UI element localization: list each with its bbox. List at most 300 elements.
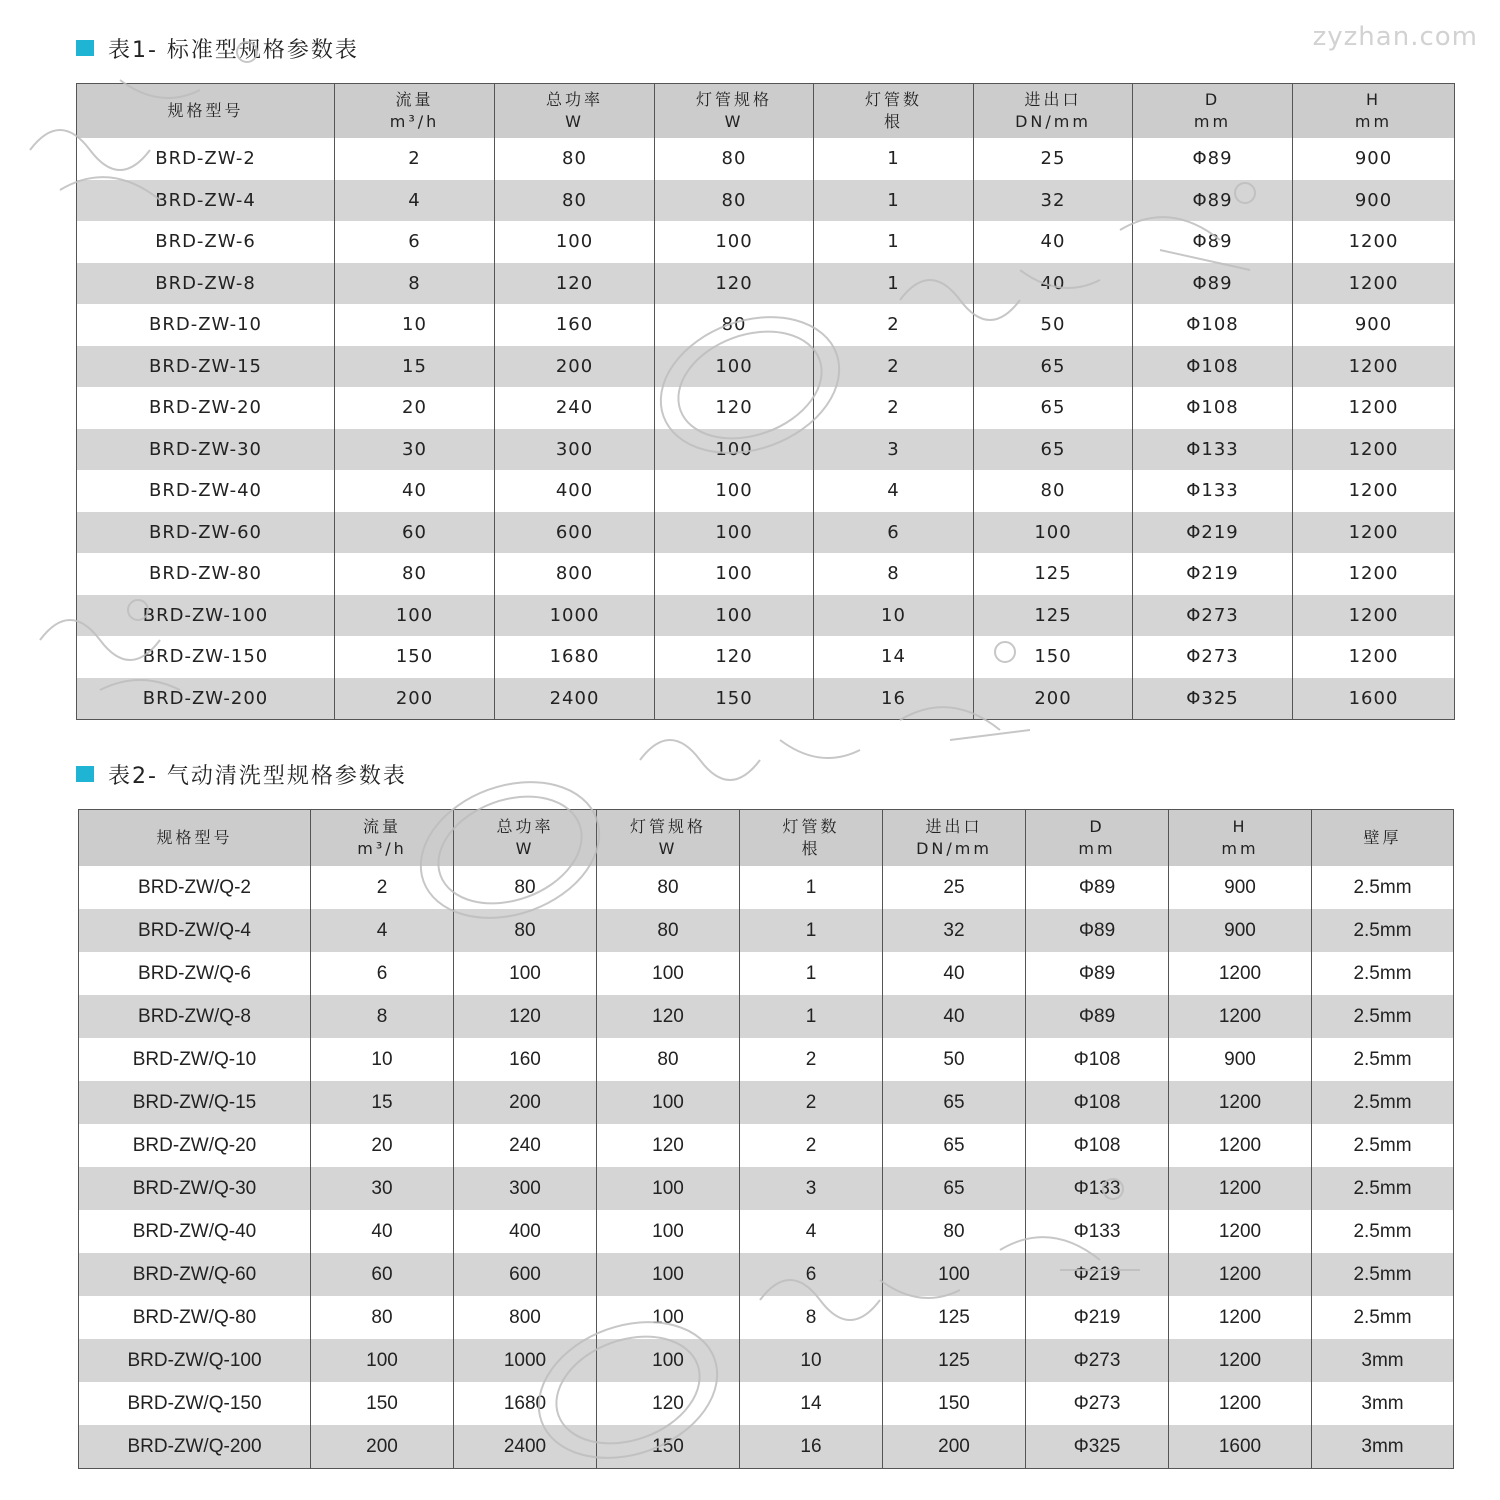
table-cell: 2: [814, 304, 974, 346]
table-cell: 100: [974, 512, 1133, 554]
table-row: [79, 1081, 1454, 1124]
table-cell: 125: [883, 1296, 1026, 1339]
table-cell: 125: [883, 1339, 1026, 1382]
table-cell: 100: [655, 429, 814, 471]
table-cell: 32: [883, 909, 1026, 952]
table-cell: 100: [311, 1339, 454, 1382]
table-cell: 600: [454, 1253, 597, 1296]
model-cell: BRD-ZW-10: [77, 304, 335, 346]
model-cell: BRD-ZW-60: [77, 512, 335, 554]
model-cell: BRD-ZW/Q-6: [79, 952, 311, 995]
table-cell: Φ133: [1026, 1210, 1169, 1253]
table-header-row: [79, 810, 1454, 867]
table-cell: 125: [974, 595, 1133, 637]
table-cell: Φ108: [1133, 304, 1293, 346]
table-cell: 2.5mm: [1312, 909, 1454, 952]
column-header-unit: m³/h: [389, 112, 440, 131]
table-cell: 100: [655, 346, 814, 388]
table-cell: 4: [335, 180, 495, 222]
table-cell: 1200: [1169, 1296, 1312, 1339]
table-cell: 2.5mm: [1312, 1124, 1454, 1167]
table-cell: 40: [974, 221, 1133, 263]
column-header-unit: W: [515, 839, 535, 858]
table-cell: 80: [883, 1210, 1026, 1253]
table-cell: 300: [454, 1167, 597, 1210]
table-row: [79, 952, 1454, 995]
table-cell: 6: [814, 512, 974, 554]
table-cell: 2: [335, 138, 495, 180]
column-header: [1026, 810, 1169, 867]
table-row: [79, 909, 1454, 952]
table-cell: 4: [740, 1210, 883, 1253]
table-cell: Φ89: [1026, 952, 1169, 995]
model-cell: BRD-ZW-200: [77, 678, 335, 720]
table-cell: 2.5mm: [1312, 952, 1454, 995]
table-cell: 10: [335, 304, 495, 346]
table-row: [77, 180, 1455, 222]
column-header: [335, 84, 495, 139]
column-header-label: 灯管规格: [695, 90, 772, 109]
column-header-label: 流量: [362, 817, 401, 836]
table-cell: 16: [814, 678, 974, 720]
table-cell: 900: [1169, 866, 1312, 909]
table-cell: Φ273: [1133, 636, 1293, 678]
table-cell: 2.5mm: [1312, 1253, 1454, 1296]
column-header: [883, 810, 1026, 867]
column-header-unit: mm: [1193, 112, 1232, 131]
table-cell: 80: [495, 180, 655, 222]
table-cell: 900: [1293, 180, 1455, 222]
table-cell: 65: [883, 1081, 1026, 1124]
table-cell: 150: [311, 1382, 454, 1425]
column-header-label: 灯管数: [864, 90, 922, 109]
table-cell: 8: [335, 263, 495, 305]
table-cell: 100: [597, 1253, 740, 1296]
table-cell: 2: [311, 866, 454, 909]
table-cell: 2.5mm: [1312, 1038, 1454, 1081]
column-header: [597, 810, 740, 867]
table-cell: 65: [883, 1167, 1026, 1210]
table-cell: 3: [740, 1167, 883, 1210]
model-cell: BRD-ZW/Q-10: [79, 1038, 311, 1081]
table-cell: 120: [597, 1124, 740, 1167]
table-cell: 300: [495, 429, 655, 471]
model-cell: BRD-ZW/Q-200: [79, 1425, 311, 1469]
table-cell: Φ325: [1026, 1425, 1169, 1469]
column-header-unit: 根: [801, 839, 821, 858]
table-cell: 120: [655, 636, 814, 678]
model-cell: BRD-ZW/Q-100: [79, 1339, 311, 1382]
table-cell: 1200: [1293, 595, 1455, 637]
column-header-label: 总功率: [496, 817, 554, 836]
title-marker-icon: [76, 766, 94, 782]
table-row: [79, 1167, 1454, 1210]
model-cell: BRD-ZW/Q-40: [79, 1210, 311, 1253]
table-cell: 100: [597, 1296, 740, 1339]
table-cell: Φ325: [1133, 678, 1293, 720]
table-cell: 1200: [1293, 553, 1455, 595]
model-cell: BRD-ZW/Q-60: [79, 1253, 311, 1296]
table-row: [77, 470, 1455, 512]
table-cell: 1: [814, 221, 974, 263]
table-cell: 80: [597, 1038, 740, 1081]
column-header-label: H: [1232, 817, 1248, 836]
column-header-unit: mm: [1221, 839, 1259, 858]
table-cell: 1680: [454, 1382, 597, 1425]
table-cell: 100: [597, 1339, 740, 1382]
table-cell: Φ133: [1133, 470, 1293, 512]
column-header-label: 进出口: [925, 817, 983, 836]
table-row: [77, 387, 1455, 429]
column-header-label: H: [1365, 90, 1382, 109]
table-cell: 900: [1169, 1038, 1312, 1081]
table-row: [77, 595, 1455, 637]
table-cell: 1200: [1169, 1253, 1312, 1296]
site-watermark: zyzhan.com: [1312, 22, 1478, 52]
table-cell: 1200: [1169, 952, 1312, 995]
model-cell: BRD-ZW-40: [77, 470, 335, 512]
column-header: [77, 84, 335, 139]
model-cell: BRD-ZW-4: [77, 180, 335, 222]
table-cell: 50: [883, 1038, 1026, 1081]
table-cell: 2: [740, 1124, 883, 1167]
model-cell: BRD-ZW/Q-2: [79, 866, 311, 909]
table-row: [77, 553, 1455, 595]
table-cell: 32: [974, 180, 1133, 222]
table-row: [77, 221, 1455, 263]
table-cell: 160: [454, 1038, 597, 1081]
column-header-unit: DN/mm: [1015, 112, 1091, 131]
table-cell: 6: [335, 221, 495, 263]
table-cell: 2.5mm: [1312, 1081, 1454, 1124]
table-cell: 800: [454, 1296, 597, 1339]
table-cell: 100: [495, 221, 655, 263]
table-cell: 100: [655, 595, 814, 637]
table-cell: 80: [655, 180, 814, 222]
table-cell: Φ273: [1026, 1339, 1169, 1382]
table-cell: Φ89: [1026, 995, 1169, 1038]
table-cell: 80: [454, 909, 597, 952]
table-cell: 1600: [1293, 678, 1455, 720]
table-cell: 120: [655, 263, 814, 305]
table-cell: 2.5mm: [1312, 1167, 1454, 1210]
table-cell: 80: [311, 1296, 454, 1339]
table1-title-text: 表1- 标准型规格参数表: [108, 37, 359, 63]
table-cell: 80: [974, 470, 1133, 512]
table-row: [77, 636, 1455, 678]
table-cell: 1: [740, 909, 883, 952]
table-cell: 4: [814, 470, 974, 512]
table-cell: 15: [335, 346, 495, 388]
model-cell: BRD-ZW-6: [77, 221, 335, 263]
model-cell: BRD-ZW/Q-8: [79, 995, 311, 1038]
table-cell: 3mm: [1312, 1339, 1454, 1382]
table-cell: 1200: [1293, 429, 1455, 471]
column-header: [79, 810, 311, 867]
column-header: [495, 84, 655, 139]
table-cell: 8: [311, 995, 454, 1038]
table-cell: 60: [311, 1253, 454, 1296]
table-cell: 240: [495, 387, 655, 429]
model-cell: BRD-ZW/Q-20: [79, 1124, 311, 1167]
spec-table-pneumatic: [78, 809, 1454, 1469]
table-row: [77, 346, 1455, 388]
table-cell: 900: [1293, 138, 1455, 180]
table1-title: [76, 33, 359, 63]
column-header: [655, 84, 814, 139]
table-cell: 25: [974, 138, 1133, 180]
table2-title-text: 表2- 气动清洗型规格参数表: [108, 763, 407, 789]
table-cell: 200: [335, 678, 495, 720]
table-cell: 65: [883, 1124, 1026, 1167]
table-cell: 3mm: [1312, 1382, 1454, 1425]
table-cell: 200: [454, 1081, 597, 1124]
table-cell: 100: [655, 553, 814, 595]
table-cell: Φ133: [1133, 429, 1293, 471]
column-header-label: 灯管数: [782, 817, 840, 836]
column-header-unit: mm: [1078, 839, 1116, 858]
table-cell: 120: [655, 387, 814, 429]
table-cell: 20: [335, 387, 495, 429]
table-cell: 100: [883, 1253, 1026, 1296]
table-cell: 30: [335, 429, 495, 471]
table-row: [79, 1124, 1454, 1167]
column-header: [814, 84, 974, 139]
table-cell: 1000: [495, 595, 655, 637]
table-cell: Φ219: [1133, 553, 1293, 595]
table-row: [79, 866, 1454, 909]
column-header: [1169, 810, 1312, 867]
table-cell: 1200: [1169, 995, 1312, 1038]
table-cell: 80: [495, 138, 655, 180]
table-cell: 1200: [1293, 221, 1455, 263]
table-row: [79, 1382, 1454, 1425]
table-row: [79, 1038, 1454, 1081]
table-cell: 3: [814, 429, 974, 471]
column-header-label: 规格型号: [156, 828, 233, 847]
table-cell: 900: [1169, 909, 1312, 952]
table-cell: Φ89: [1133, 180, 1293, 222]
table-cell: 1: [814, 263, 974, 305]
table-cell: 100: [597, 952, 740, 995]
table2-title: [76, 759, 407, 789]
column-header-unit: W: [658, 839, 678, 858]
table-cell: 80: [597, 909, 740, 952]
table-cell: 2: [814, 387, 974, 429]
table-cell: 400: [454, 1210, 597, 1253]
table-cell: 14: [814, 636, 974, 678]
table-cell: 50: [974, 304, 1133, 346]
column-header-unit: W: [724, 112, 744, 131]
table-cell: 80: [454, 866, 597, 909]
table-cell: 2.5mm: [1312, 995, 1454, 1038]
table-cell: 2: [814, 346, 974, 388]
table-cell: Φ219: [1133, 512, 1293, 554]
table-cell: 1200: [1293, 636, 1455, 678]
table-row: [79, 1339, 1454, 1382]
table-row: [77, 512, 1455, 554]
table-cell: 8: [740, 1296, 883, 1339]
table-row: [77, 263, 1455, 305]
table-cell: 2: [740, 1038, 883, 1081]
table-cell: Φ89: [1026, 909, 1169, 952]
table-row: [79, 1253, 1454, 1296]
table-cell: 10: [311, 1038, 454, 1081]
column-header: [1312, 810, 1454, 867]
column-header: [311, 810, 454, 867]
table-cell: Φ89: [1133, 138, 1293, 180]
column-header-label: D: [1089, 817, 1105, 836]
table-cell: 1: [814, 138, 974, 180]
table-cell: 4: [311, 909, 454, 952]
table-cell: 80: [335, 553, 495, 595]
table-cell: 100: [454, 952, 597, 995]
model-cell: BRD-ZW/Q-30: [79, 1167, 311, 1210]
table-cell: 30: [311, 1167, 454, 1210]
table-cell: 65: [974, 387, 1133, 429]
table-cell: 200: [883, 1425, 1026, 1469]
table-cell: Φ108: [1133, 346, 1293, 388]
table-cell: 1200: [1293, 263, 1455, 305]
column-header-unit: mm: [1354, 112, 1393, 131]
table-cell: 1680: [495, 636, 655, 678]
model-cell: BRD-ZW-30: [77, 429, 335, 471]
table-cell: 800: [495, 553, 655, 595]
table-cell: Φ89: [1133, 263, 1293, 305]
table-cell: 80: [655, 138, 814, 180]
table-cell: 2400: [495, 678, 655, 720]
model-cell: BRD-ZW-100: [77, 595, 335, 637]
table-cell: 14: [740, 1382, 883, 1425]
table-cell: 100: [655, 470, 814, 512]
table-cell: 40: [311, 1210, 454, 1253]
table-row: [79, 1210, 1454, 1253]
table-cell: 120: [597, 995, 740, 1038]
column-header-unit: W: [565, 112, 584, 131]
table-cell: 1000: [454, 1339, 597, 1382]
spec-table-standard: [76, 83, 1455, 720]
table-cell: 120: [597, 1382, 740, 1425]
table-cell: 40: [883, 952, 1026, 995]
table-cell: Φ89: [1026, 866, 1169, 909]
table-cell: 100: [597, 1210, 740, 1253]
table-cell: 150: [883, 1382, 1026, 1425]
table-cell: 40: [335, 470, 495, 512]
table-cell: 1200: [1293, 346, 1455, 388]
table-cell: 6: [311, 952, 454, 995]
table-cell: 2.5mm: [1312, 866, 1454, 909]
table-cell: 16: [740, 1425, 883, 1469]
model-cell: BRD-ZW/Q-150: [79, 1382, 311, 1425]
table-cell: 65: [974, 429, 1133, 471]
table-cell: 1200: [1293, 387, 1455, 429]
column-header-label: 总功率: [545, 90, 603, 109]
table-cell: 1200: [1293, 512, 1455, 554]
table-cell: 160: [495, 304, 655, 346]
table-cell: 6: [740, 1253, 883, 1296]
model-cell: BRD-ZW/Q-80: [79, 1296, 311, 1339]
table-cell: 100: [655, 512, 814, 554]
table-cell: Φ219: [1026, 1253, 1169, 1296]
table-cell: 20: [311, 1124, 454, 1167]
table-cell: 120: [454, 995, 597, 1038]
table-cell: 65: [974, 346, 1133, 388]
column-header: [454, 810, 597, 867]
table-cell: Φ108: [1026, 1124, 1169, 1167]
table-row: [77, 138, 1455, 180]
model-cell: BRD-ZW/Q-15: [79, 1081, 311, 1124]
model-cell: BRD-ZW-8: [77, 263, 335, 305]
table-cell: Φ133: [1026, 1167, 1169, 1210]
table-cell: 10: [814, 595, 974, 637]
column-header: [974, 84, 1133, 139]
table-row: [79, 1425, 1454, 1469]
table-cell: 3mm: [1312, 1425, 1454, 1469]
table-cell: 25: [883, 866, 1026, 909]
table-cell: 400: [495, 470, 655, 512]
table-cell: 100: [597, 1081, 740, 1124]
table-cell: 150: [974, 636, 1133, 678]
table-row: [77, 304, 1455, 346]
table-cell: 2: [740, 1081, 883, 1124]
table-row: [79, 995, 1454, 1038]
table-cell: 150: [335, 636, 495, 678]
model-cell: BRD-ZW-80: [77, 553, 335, 595]
column-header: [740, 810, 883, 867]
table-cell: 1: [740, 995, 883, 1038]
table-cell: 60: [335, 512, 495, 554]
table-cell: 1200: [1169, 1167, 1312, 1210]
table-cell: 150: [597, 1425, 740, 1469]
table-cell: Φ108: [1133, 387, 1293, 429]
table-cell: 900: [1293, 304, 1455, 346]
column-header-unit: DN/mm: [916, 839, 992, 858]
column-header-unit: m³/h: [357, 839, 407, 858]
table-cell: 200: [311, 1425, 454, 1469]
model-cell: BRD-ZW/Q-4: [79, 909, 311, 952]
title-marker-icon: [76, 40, 94, 56]
model-cell: BRD-ZW-20: [77, 387, 335, 429]
table-cell: 120: [495, 263, 655, 305]
table-cell: Φ89: [1133, 221, 1293, 263]
table-row: [77, 429, 1455, 471]
table-cell: 150: [655, 678, 814, 720]
table-cell: 600: [495, 512, 655, 554]
table-cell: 1200: [1169, 1124, 1312, 1167]
model-cell: BRD-ZW-2: [77, 138, 335, 180]
table-cell: 1600: [1169, 1425, 1312, 1469]
column-header-unit: 根: [883, 112, 903, 131]
column-header-label: D: [1204, 90, 1221, 109]
table-cell: 100: [597, 1167, 740, 1210]
column-header: [1133, 84, 1293, 139]
table-row: [79, 1296, 1454, 1339]
table-cell: 240: [454, 1124, 597, 1167]
table-cell: 2400: [454, 1425, 597, 1469]
table-cell: 1200: [1169, 1081, 1312, 1124]
table-cell: 8: [814, 553, 974, 595]
table-cell: 1200: [1169, 1382, 1312, 1425]
table-cell: 200: [495, 346, 655, 388]
table-cell: Φ108: [1026, 1081, 1169, 1124]
table-cell: Φ273: [1026, 1382, 1169, 1425]
table-cell: 1: [740, 952, 883, 995]
table-row: [77, 678, 1455, 720]
table-cell: 80: [597, 866, 740, 909]
column-header-label: 进出口: [1024, 90, 1082, 109]
model-cell: BRD-ZW-150: [77, 636, 335, 678]
table-cell: 1: [740, 866, 883, 909]
